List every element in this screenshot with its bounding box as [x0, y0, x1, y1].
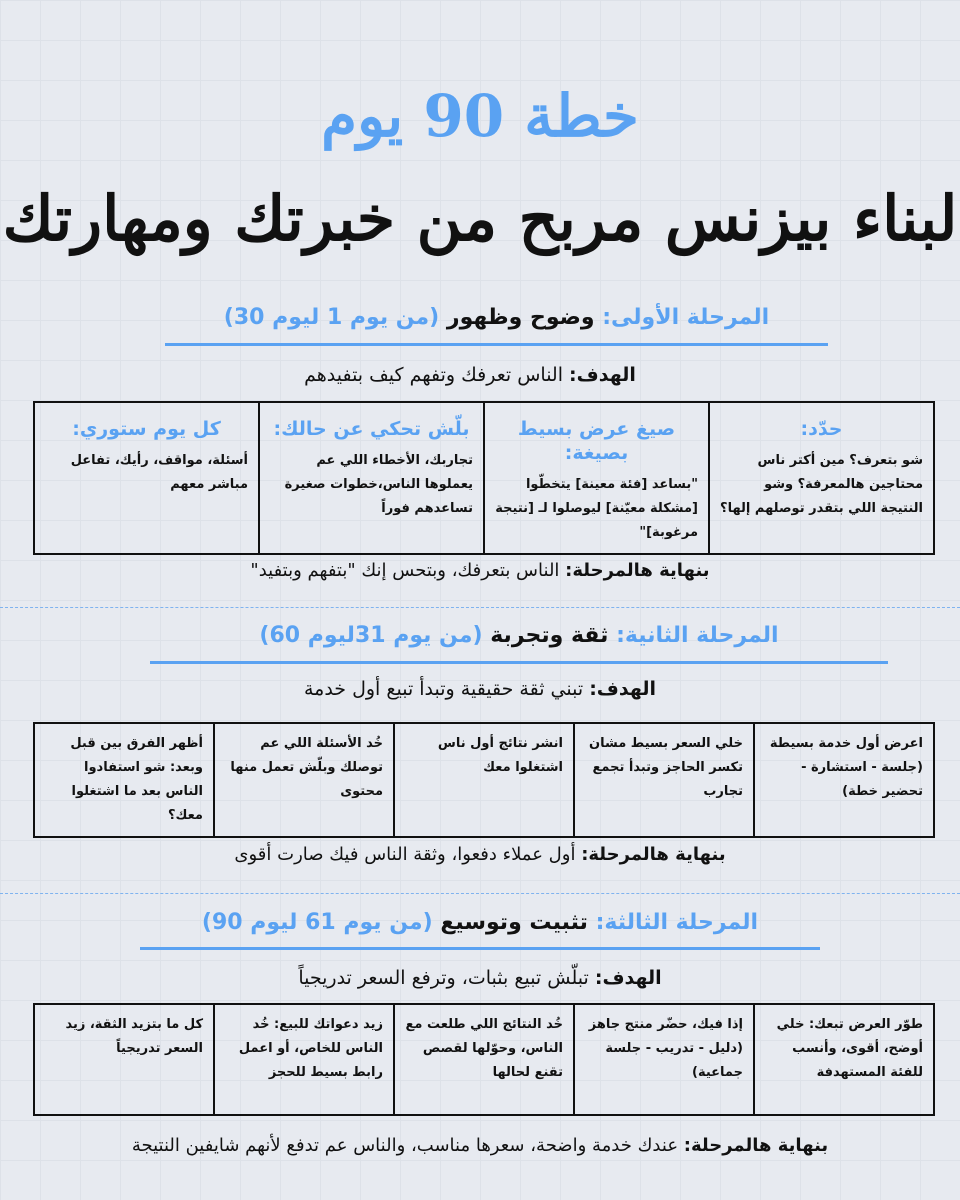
outcome-label: بنهاية هالمرحلة:	[683, 1135, 829, 1156]
outcome-text: عندك خدمة واضحة، سعرها مناسب، والناس عم تدفع لأنهم شايفين النتيجة	[131, 1135, 679, 1156]
goal-text: الناس تعرفك وتفهم كيف بتفيدهم	[304, 364, 563, 386]
phase-range: (من يوم 31ليوم 60)	[259, 623, 483, 648]
cell-heading: بلّش تحكي عن حالك:	[273, 418, 470, 440]
phase-3-table	[33, 1003, 935, 1116]
section-separator	[0, 893, 960, 894]
phase-label: المرحلة الأولى:	[602, 305, 770, 330]
goal-text: تبلّش تبيع بثبات، وترفع السعر تدريجياً	[298, 967, 589, 989]
goal-text: تبني ثقة حقيقية وتبدأ تبيع أول خدمة	[303, 678, 584, 700]
goal-label: الهدف:	[569, 364, 636, 386]
phase-label: المرحلة الثالثة:	[595, 910, 759, 935]
cell-heading: حدّد:	[800, 418, 843, 440]
phase-1-heading	[165, 305, 828, 330]
table-cell: اعرض أول خدمة بسيطة (جلسة - استشارة - تحضير خطة)	[754, 723, 934, 837]
table-cell: أظهر الفرق بين قبل وبعد: شو استفادوا الناس بعد ما اشتغلوا معك؟	[34, 723, 214, 837]
phase-1-table	[33, 401, 935, 555]
page-subtitle: لبناء بيزنس مربح من خبرتك ومهارتك	[2, 182, 958, 255]
phase-3-heading	[140, 910, 820, 935]
cell-text: أسئلة، مواقف، رأيك، تفاعل مباشر معهم	[70, 453, 248, 492]
table-cell	[709, 402, 934, 554]
phase-2-heading	[150, 623, 888, 648]
table-cell: كل ما بتزيد الثقة، زيد السعر تدريجياً	[34, 1004, 214, 1115]
phase-label: المرحلة الثانية:	[616, 623, 779, 648]
cell-text: "بساعد [فئة معينة] يتخطّوا [مشكلة معيّنة] ليوصلوا لـ [نتيجة مرغوبة]"	[495, 477, 698, 540]
outcome-text: أول عملاء دفعوا، وثقة الناس فيك صارت أقوى	[234, 844, 576, 865]
phase-name: تثبيت وتوسيع	[440, 910, 588, 935]
phase-2-table	[33, 722, 935, 838]
phase-2-outcome	[120, 844, 840, 865]
section-separator	[0, 607, 960, 608]
divider	[150, 661, 888, 664]
table-cell: زيد دعواتك للبيع: خُد الناس للخاص، أو اعمل رابط بسيط للحجز	[214, 1004, 394, 1115]
table-cell: خُد الأسئلة اللي عم توصلك وبلّش تعمل منها محتوى	[214, 723, 394, 837]
goal-label: الهدف:	[594, 967, 662, 989]
table-cell: طوّر العرض تبعك: خلي أوضح، أقوى، وأنسب للفئة المستهدفة	[754, 1004, 934, 1115]
phase-3-outcome	[30, 1135, 930, 1156]
cell-heading: صيغ عرض بسيط بصيغة:	[517, 418, 676, 464]
page-title: خطة 90 يوم	[321, 82, 639, 150]
goal-label: الهدف:	[589, 678, 657, 700]
table-cell	[34, 402, 259, 554]
table-cell: إذا فيك، حضّر منتج جاهز (دليل - تدريب - جلسة جماعية)	[574, 1004, 754, 1115]
table-cell	[484, 402, 709, 554]
outcome-label: بنهاية هالمرحلة:	[581, 844, 726, 865]
phase-1-goal	[150, 364, 790, 386]
table-cell	[259, 402, 484, 554]
phase-range: (من يوم 1 ليوم 30)	[223, 305, 440, 330]
divider	[165, 343, 828, 346]
cell-text: تجاربك، الأخطاء اللي عم يعملوها الناس،خطوات صغيرة تساعدهم فوراً	[284, 453, 473, 516]
table-cell: انشر نتائج أول ناس اشتغلوا معك	[394, 723, 574, 837]
table-cell: خلي السعر بسيط مشان تكسر الحاجز وتبدأ تجمع تجارب	[574, 723, 754, 837]
phase-range: (من يوم 61 ليوم 90)	[201, 910, 433, 935]
phase-3-goal	[160, 967, 800, 989]
phase-2-goal	[160, 678, 800, 700]
divider	[140, 947, 820, 950]
phase-name: ثقة وتجربة	[490, 623, 609, 648]
cell-text: شو بتعرف؟ مين أكتر ناس محتاجين هالمعرفة؟ وشو النتيجة اللي بتقدر توصلهم إلها؟	[720, 453, 923, 516]
outcome-label: بنهاية هالمرحلة:	[565, 560, 710, 581]
table-cell: خُد النتائج اللي طلعت مع الناس، وحوّلها لقصص تقنع لحالها	[394, 1004, 574, 1115]
cell-heading: كل يوم ستوري:	[72, 418, 221, 440]
outcome-text: الناس بتعرفك، وبتحس إنك "بتفهم وبتفيد"	[250, 560, 560, 581]
phase-name: وضوح وظهور	[446, 305, 595, 330]
phase-1-outcome	[120, 560, 840, 581]
